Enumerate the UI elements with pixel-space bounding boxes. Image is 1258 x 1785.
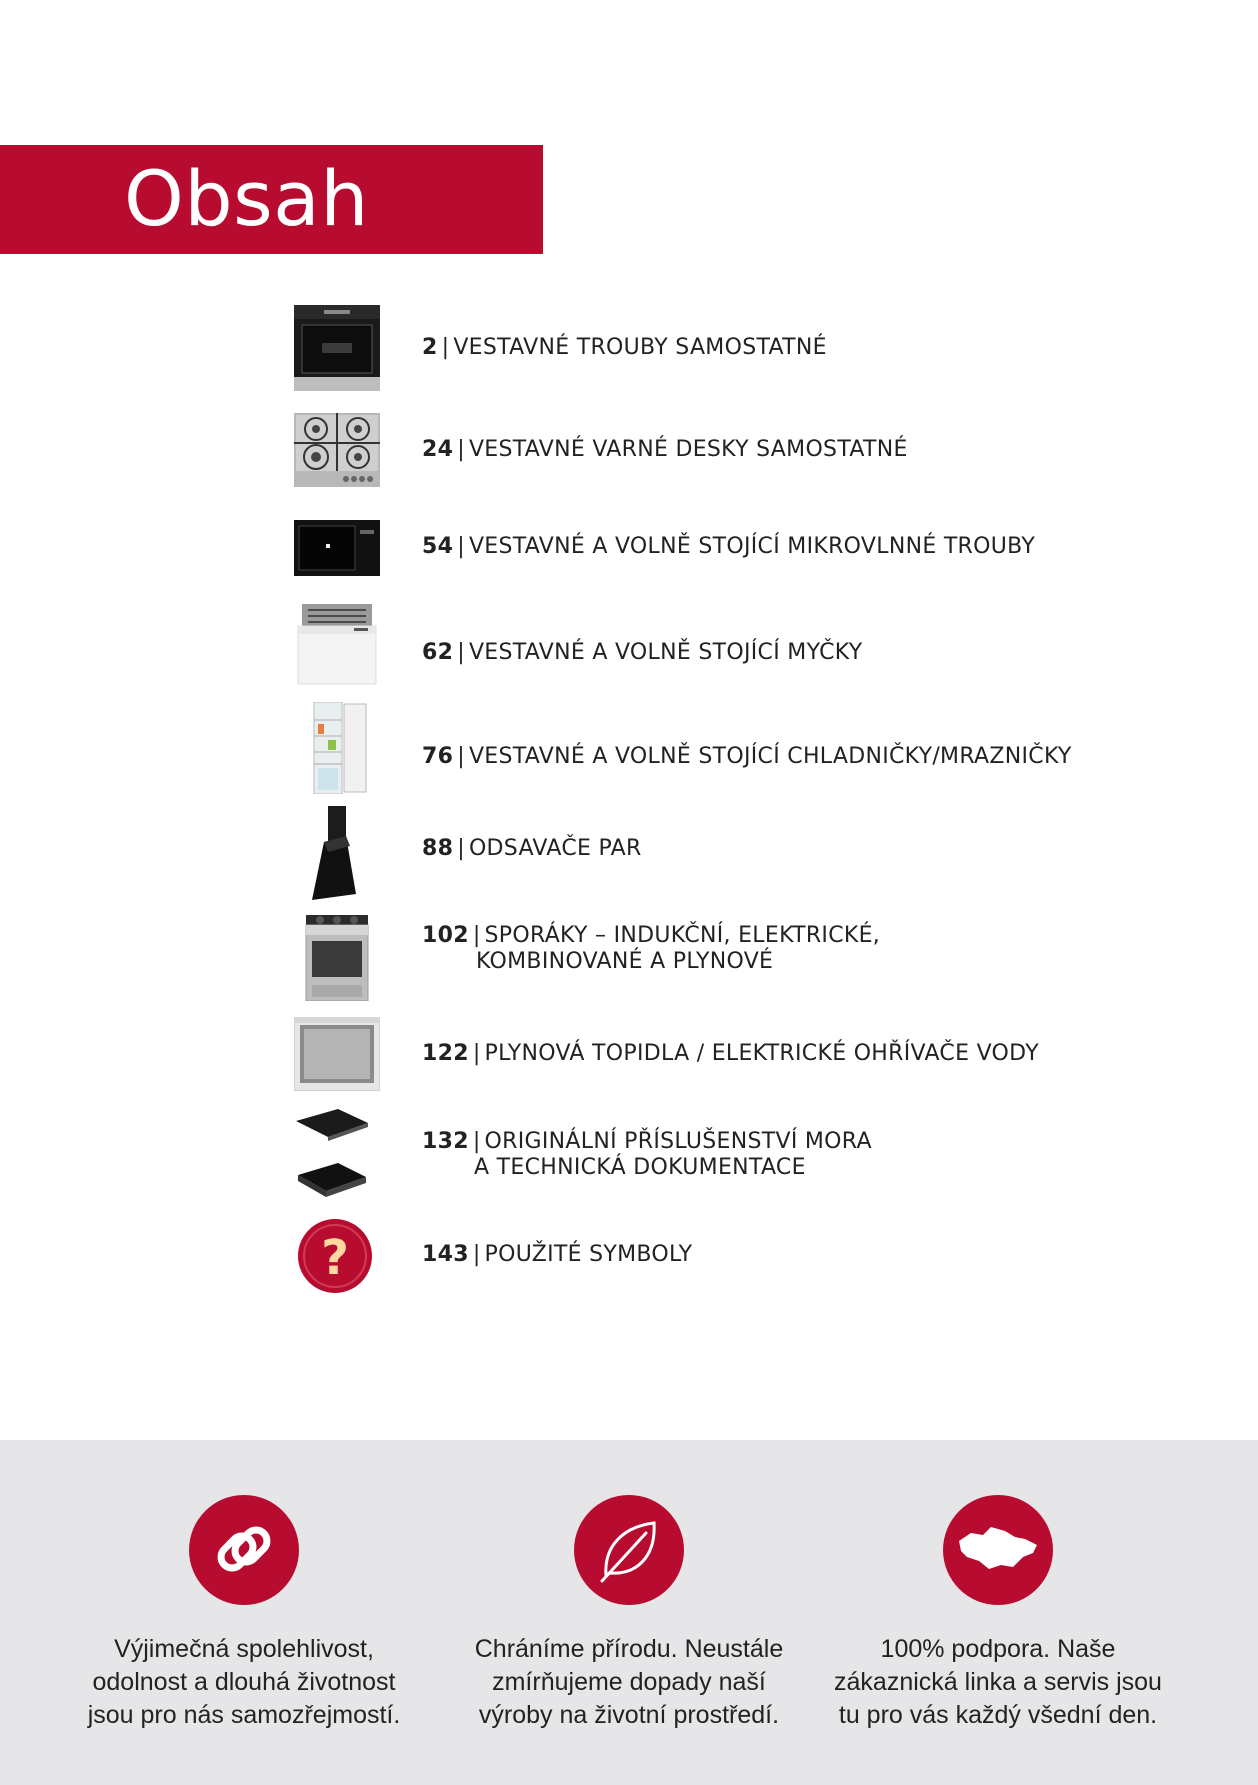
toc-separator: |: [472, 1129, 481, 1154]
baking-tray-icon: [294, 1105, 380, 1201]
toc-separator: |: [457, 744, 465, 769]
toc-label: VESTAVNÉ TROUBY SAMOSTATNÉ: [453, 335, 827, 360]
toc-page-number: 62: [422, 640, 454, 665]
toc-page-number: 54: [422, 534, 454, 559]
toc-separator: |: [472, 923, 481, 948]
toc-page-number: 132: [422, 1129, 469, 1154]
toc-page-number: 143: [422, 1242, 469, 1267]
link-icon: [189, 1495, 299, 1605]
toc-page-number: 122: [422, 1041, 469, 1066]
toc-label-line2: KOMBINOVANÉ A PLYNOVÉ: [476, 949, 774, 974]
feature-text: Výjimečná spolehlivost, odolnost a dlouhá životnost jsou pro nás samozřejmostí.: [87, 1635, 401, 1729]
heater-icon: [294, 1017, 380, 1091]
feature-text: 100% podpora. Naše zákaznická linka a servis jsou tu pro vás každý všední den.: [834, 1635, 1162, 1729]
feature-reliability: [54, 1495, 434, 1732]
toc-label: VESTAVNÉ A VOLNĚ STOJÍCÍ CHLADNIČKY/MRAZNIČKY: [468, 744, 1072, 769]
feature-text: Chráníme přírodu. Neustále zmírňujeme dopady naší výroby na životní prostředí.: [474, 1635, 784, 1729]
toc-page-number: 2: [422, 335, 438, 360]
toc-separator: |: [441, 335, 450, 360]
page-title: Obsah: [124, 154, 369, 243]
toc-page-number: 24: [422, 437, 454, 462]
feature-nature: [439, 1495, 819, 1732]
dishwasher-icon: [294, 604, 380, 686]
hob-icon: [294, 413, 380, 487]
toc-label: VESTAVNÉ A VOLNĚ STOJÍCÍ MYČKY: [468, 640, 863, 665]
toc-label-line2: A TECHNICKÁ DOKUMENTACE: [474, 1155, 806, 1180]
toc-page-number: 76: [422, 744, 454, 769]
cooker-hood-icon: [294, 806, 380, 900]
toc-page-number: 88: [422, 836, 454, 861]
toc-separator: |: [472, 1041, 481, 1066]
toc-label: VESTAVNÉ VARNÉ DESKY SAMOSTATNÉ: [468, 437, 908, 462]
toc-label: POUŽITÉ SYMBOLY: [484, 1242, 693, 1267]
oven-icon: [294, 305, 380, 391]
feature-support: [808, 1495, 1188, 1732]
leaf-icon: [574, 1495, 684, 1605]
toc-separator: |: [457, 437, 465, 462]
footer-features: [0, 1440, 1258, 1785]
toc-label: PLYNOVÁ TOPIDLA / ELEKTRICKÉ OHŘÍVAČE VODY: [484, 1041, 1039, 1066]
svg-text:?: ?: [321, 1230, 349, 1286]
microwave-icon: [294, 520, 380, 576]
toc-separator: |: [457, 534, 465, 559]
question-icon: [294, 1218, 380, 1298]
toc-label: ODSAVAČE PAR: [468, 836, 642, 861]
toc-separator: |: [457, 836, 465, 861]
stove-icon: [294, 915, 380, 1001]
toc-separator: |: [472, 1242, 481, 1267]
toc-page-number: 102: [422, 923, 469, 948]
toc-label: VESTAVNÉ A VOLNĚ STOJÍCÍ MIKROVLNNÉ TROUBY: [468, 534, 1036, 559]
toc-separator: |: [457, 640, 465, 665]
toc-label: ORIGINÁLNÍ PŘÍSLUŠENSTVÍ MORA: [484, 1129, 872, 1154]
toc-label: SPORÁKY – INDUKČNÍ, ELEKTRICKÉ,: [484, 923, 881, 948]
fridge-icon: [294, 702, 380, 794]
czech-map-icon: [943, 1495, 1053, 1605]
